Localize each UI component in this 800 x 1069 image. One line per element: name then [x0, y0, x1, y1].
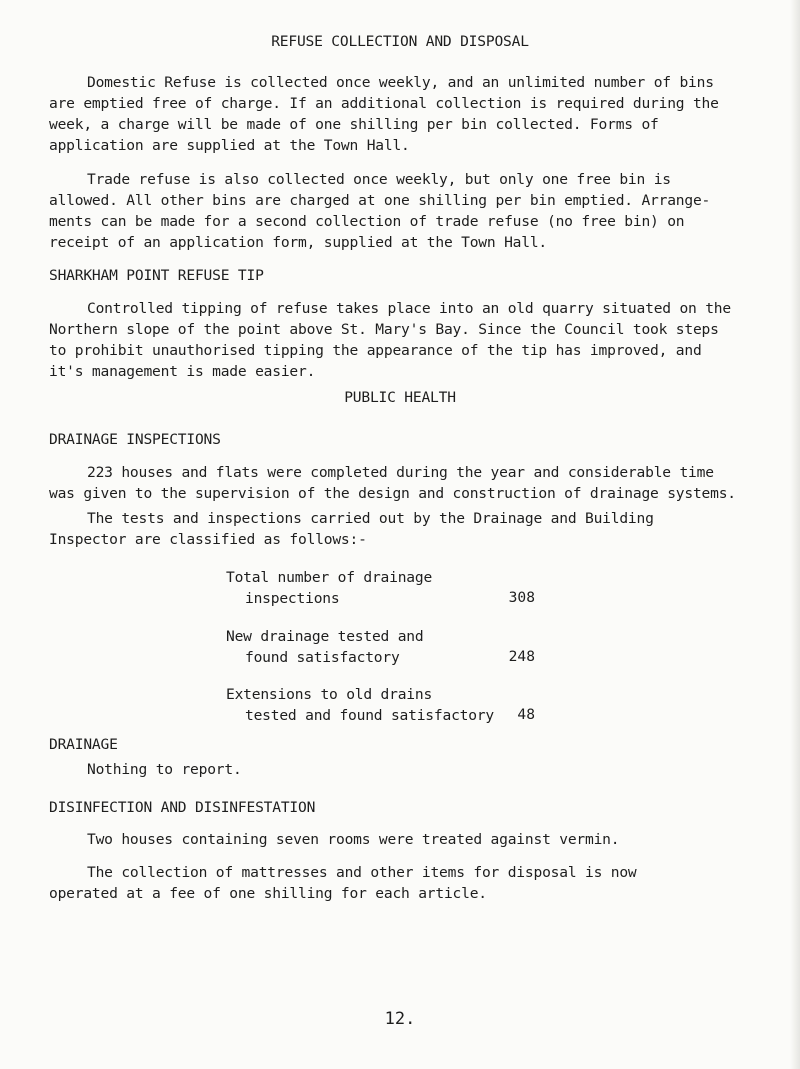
- row-label-new-drainage: [226, 626, 423, 668]
- drainage-text: Nothing to report.: [87, 761, 242, 778]
- text-line: application are supplied at the Town Hall.: [49, 137, 410, 154]
- row-value-extensions: 48: [517, 706, 535, 723]
- row-label-total-inspections: [226, 567, 432, 609]
- tests-intro-paragraph: [49, 508, 773, 550]
- text-line: Total number of drainage: [226, 569, 433, 586]
- text-line: operated at a fee of one shilling for each article.: [49, 885, 487, 902]
- text-line: Extensions to old drains: [226, 686, 433, 703]
- trade-refuse-paragraph: [49, 169, 773, 253]
- text-line: The collection of mattresses and other items for disposal is now: [87, 864, 637, 881]
- disinfection-heading: DISINFECTION AND DISINFESTATION: [49, 799, 316, 816]
- text-line: The tests and inspections carried out by the Drainage and Building: [87, 510, 654, 527]
- row-label-extensions: [226, 684, 494, 726]
- drainage-inspections-heading: DRAINAGE INSPECTIONS: [49, 431, 221, 448]
- text-line: week, a charge will be made of one shilling per bin collected. Forms of: [49, 116, 659, 133]
- vermin-text: Two houses containing seven rooms were treated against vermin.: [87, 831, 620, 848]
- drainage-heading: DRAINAGE: [49, 736, 118, 753]
- text-line: inspections: [245, 590, 340, 607]
- text-line: ments can be made for a second collection of trade refuse (no free bin) on: [49, 213, 685, 230]
- houses-completed-paragraph: [49, 462, 773, 504]
- row-value-new-drainage: 248: [508, 648, 535, 665]
- page-edge-shadow: [790, 0, 800, 1069]
- row-value-total-inspections: 308: [508, 589, 535, 606]
- text-line: allowed. All other bins are charged at one shilling per bin emptied. Arrange-: [49, 192, 711, 209]
- text-line: Northern slope of the point above St. Mary's Bay. Since the Council took steps: [49, 321, 719, 338]
- mattresses-paragraph: [49, 862, 773, 904]
- text-line: tested and found satisfactory: [245, 707, 494, 724]
- tip-heading: SHARKHAM POINT REFUSE TIP: [49, 267, 264, 284]
- text-line: Trade refuse is also collected once weekly, but only one free bin is: [87, 171, 671, 188]
- page-title: REFUSE COLLECTION AND DISPOSAL: [271, 33, 529, 50]
- text-line: was given to the supervision of the design and construction of drainage systems.: [49, 485, 736, 502]
- page-number: 12.: [384, 1009, 416, 1029]
- public-health-heading: PUBLIC HEALTH: [344, 389, 456, 406]
- text-line: Domestic Refuse is collected once weekly, and an unlimited number of bins: [87, 74, 714, 91]
- domestic-refuse-paragraph: [49, 72, 773, 156]
- text-line: receipt of an application form, supplied at the Town Hall.: [49, 234, 547, 251]
- text-line: Controlled tipping of refuse takes place into an old quarry situated on the: [87, 300, 731, 317]
- text-line: Inspector are classified as follows:-: [49, 531, 367, 548]
- text-line: found satisfactory: [245, 649, 400, 666]
- text-line: to prohibit unauthorised tipping the appearance of the tip has improved, and: [49, 342, 702, 359]
- text-line: it's management is made easier.: [49, 363, 316, 380]
- text-line: New drainage tested and: [226, 628, 424, 645]
- text-line: 223 houses and flats were completed during the year and considerable time: [87, 464, 714, 481]
- text-line: are emptied free of charge. If an additional collection is required during the: [49, 95, 719, 112]
- tip-paragraph: [49, 298, 773, 382]
